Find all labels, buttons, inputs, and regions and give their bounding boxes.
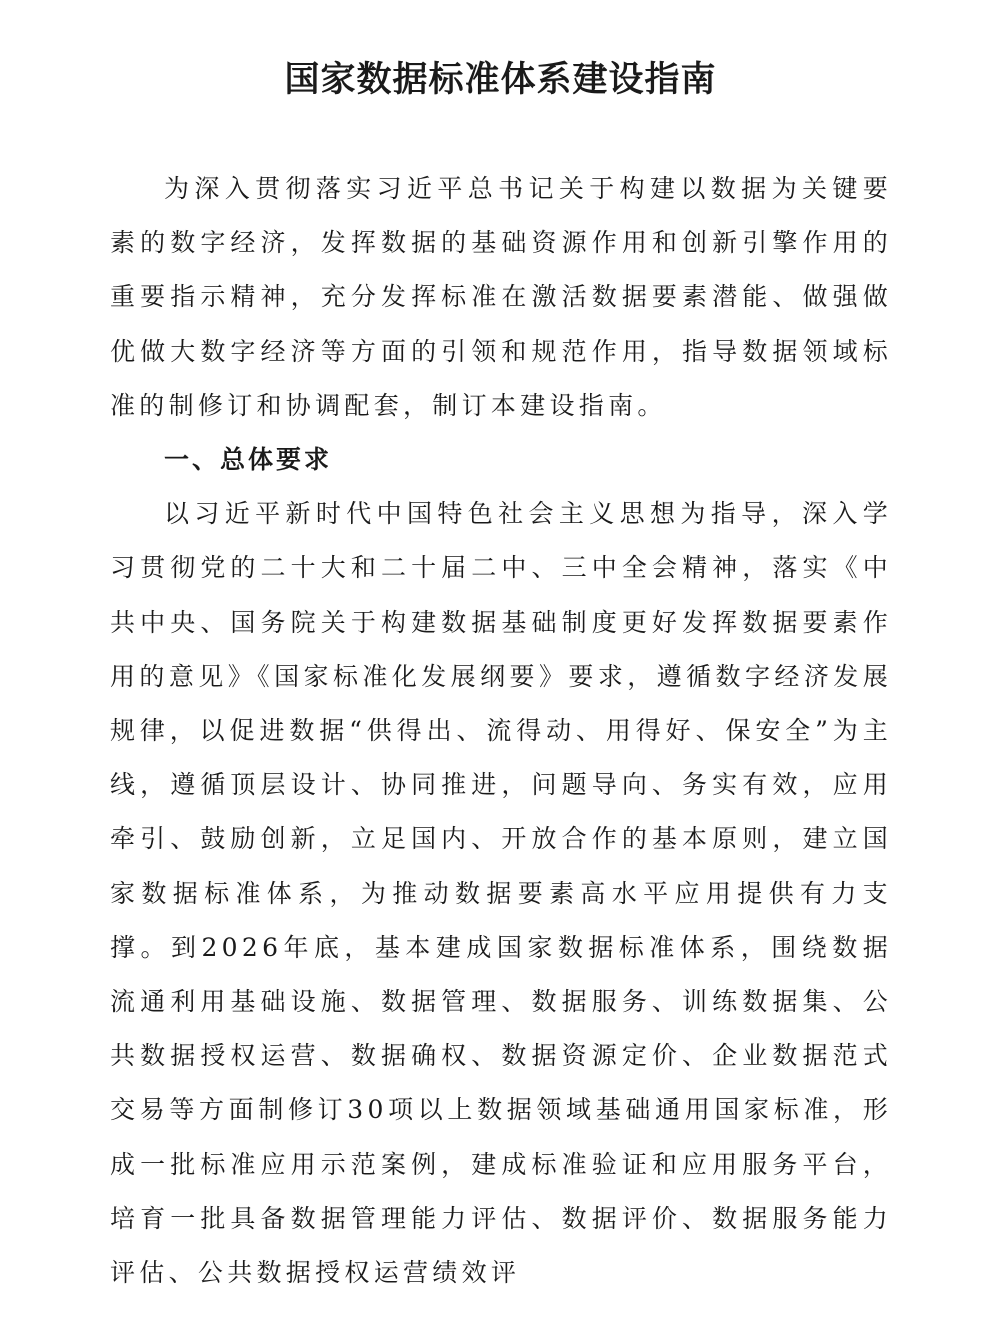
section-heading-overall-requirements: 一、总体要求 <box>164 445 333 475</box>
document-body <box>110 162 892 1300</box>
document-title: 国家数据标准体系建设指南 <box>284 60 717 100</box>
intro-paragraph: 为深入贯彻落实习近平总书记关于构建以数据为关键要素的数字经济，发挥数据的基础资源作用和创新引擎作用的重要指示精神，充分发挥标准在激活数据要素潜能、做强做优做大数字经济等方面的引领和规范作用，指导数据领域标准的制修订和协调配套，制订本建设指南。 <box>110 174 892 420</box>
section-paragraph-overall-requirements: 以习近平新时代中国特色社会主义思想为指导，深入学习贯彻党的二十大和二十届二中、三中全会精神，落实《中共中央、国务院关于构建数据基础制度更好发挥数据要素作用的意见》《国家标准化发展纲要》要求，遵循数字经济发展规律，以促进数据“供得出、流得动、用得好、保安全”为主线，遵循顶层设计、协同推进，问题导向、务实有效，应用牵引、鼓励创新，立足国内、开放合作的基本原则，建立国家数据标准体系，为推动数据要素高水平应用提供有力支撑。到2026年底，基本建成国家数据标准体系，围绕数据流通利用基础设施、数据管理、数据服务、训练数据集、公共数据授权运营、数据确权、数据资源定价、企业数据范式交易等方面制修订30项以上数据领域基础通用国家标准，形成一批标准应用示范案例，建成标准验证和应用服务平台，培育一批具备数据管理能力评估、数据评价、数据服务能力评估、公共数据授权运营绩效评 <box>110 499 892 1288</box>
